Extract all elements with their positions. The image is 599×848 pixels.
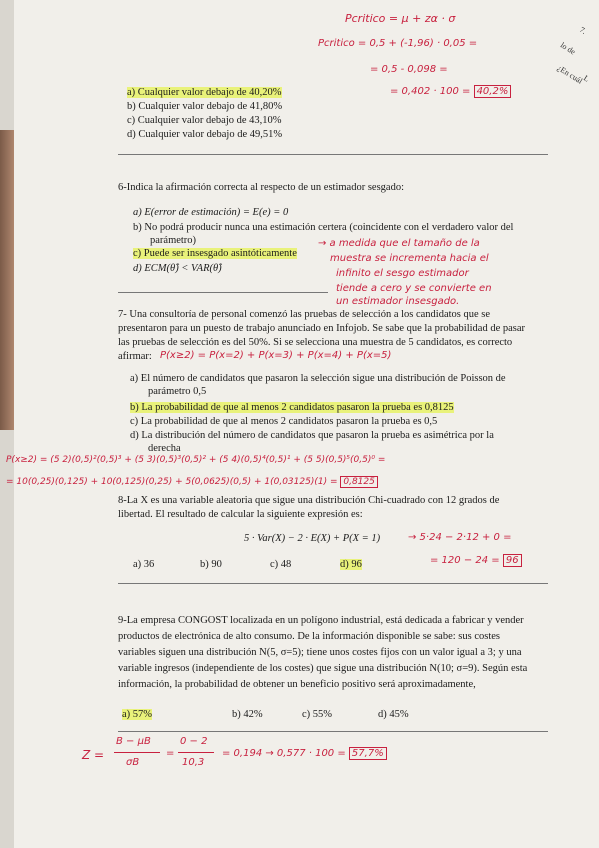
q6-note-2: muestra se incrementa hacia el bbox=[330, 253, 489, 264]
note-critical-line3: = 0,5 - 0,098 = bbox=[370, 64, 448, 75]
note-critical-formula: Pcritico = μ + zα · σ bbox=[345, 12, 456, 25]
q9-text-4: variable ingresos (independiente de los costes) que sigue una distribución N(10; σ=9). Según esta bbox=[118, 663, 528, 674]
q6-option-b: b) No podrá producir nunca una estimación certera (coincidente con el verdadero valor del bbox=[133, 222, 514, 233]
q7-text-3: las pruebas de selección es del 50%. Si se selecciona una muestra de 5 candidatos, es correcto bbox=[118, 337, 513, 348]
q7-note-expansion: P(x≥2) = (5 2)(0,5)²(0,5)³ + (5 3)(0,5)³(0,5)² + (5 4)(0,5)⁴(0,5)¹ + (5 5)(0,5)⁵(0,5)⁰ = bbox=[6, 455, 386, 465]
q9-text-3: variables siguen una distribución N(5, σ=5); tiene unos costes fijos con un valor igual a 3; y una bbox=[118, 647, 522, 658]
q6-note-4: tiende a cero y se convierte en bbox=[336, 283, 492, 294]
q7-option-a-cont: parámetro 0,5 bbox=[148, 386, 207, 397]
side-text-b: lo de bbox=[558, 40, 577, 57]
q6-option-a: a) E(error de estimación) = E(e) = 0 bbox=[133, 207, 289, 218]
fraction-bar bbox=[114, 752, 160, 753]
q7-option-d: d) La distribución del número de candidatos que pasaron la prueba es asimétrica por la bbox=[130, 430, 494, 441]
q9-option-a: a) 57% bbox=[122, 709, 153, 720]
q9-note-z: Z = bbox=[82, 748, 105, 762]
q7-option-d-cont: derecha bbox=[148, 443, 181, 454]
q9-note-result: = 0,194 → 0,577 · 100 = 57,7% bbox=[222, 748, 387, 759]
q8-option-b: b) 90 bbox=[200, 559, 222, 570]
q9-note-eq: = bbox=[166, 748, 175, 759]
q8-note-2: = 120 − 24 = 96 bbox=[430, 555, 522, 566]
q6-note-1: → a medida que el tamaño de la bbox=[318, 238, 480, 249]
divider bbox=[118, 583, 548, 584]
q7-text-4: afirmar: bbox=[118, 351, 152, 362]
divider bbox=[118, 292, 328, 293]
fraction-bar bbox=[178, 752, 214, 753]
side-text-c: L bbox=[581, 73, 591, 84]
q7-option-a: a) El número de candidatos que pasaron la selección sigue una distribución de Poisson de bbox=[130, 373, 506, 384]
q9-option-b: b) 42% bbox=[232, 709, 263, 720]
q6-option-c: c) Puede ser insesgado asintóticamente bbox=[133, 248, 297, 259]
q9-note-num1: B − μB bbox=[116, 736, 151, 747]
note-critical-line4: = 0,402 · 100 = 40,2% bbox=[390, 86, 511, 97]
note-critical-answer: 40,2% bbox=[474, 85, 512, 98]
divider bbox=[118, 731, 548, 732]
q7-text-1: 7- Una consultoría de personal comenzó las pruebas de selección a los candidatos que se bbox=[118, 309, 491, 320]
q8-option-d: d) 96 bbox=[340, 559, 362, 570]
q9-text-5: información, la probabilidad de obtener un beneficio positivo será aproximadamente, bbox=[118, 679, 476, 690]
q5-option-b: b) Cualquier valor debajo de 41,80% bbox=[127, 101, 283, 112]
q8-option-a: a) 36 bbox=[133, 559, 155, 570]
q7-option-c: c) La probabilidad de que al menos 2 candidatos pasaron la prueba es 0,5 bbox=[130, 416, 438, 427]
q9-text-2: productos de electrónica de alto consumo. De la información disponible se sabe: sus costes bbox=[118, 631, 500, 642]
q7-text-2: presentaron para un puesto de trabajo anunciado en Infojob. Se sabe que la probabilidad de pasar bbox=[118, 323, 526, 334]
q9-option-c: c) 55% bbox=[302, 709, 333, 720]
q8-note-answer: 96 bbox=[503, 554, 522, 567]
q5-option-d: d) Cualquier valor debajo de 49,51% bbox=[127, 129, 283, 140]
q6-option-b-cont: parámetro) bbox=[150, 235, 197, 246]
q8-text-2: libertad. El resultado de calcular la siguiente expresión es: bbox=[118, 509, 363, 520]
q6-note-3: infinito el sesgo estimador bbox=[336, 268, 469, 279]
q8-text-1: 8-La X es una variable aleatoria que sigue una distribución Chi-cuadrado con 12 grados de bbox=[118, 495, 500, 506]
q7-note-answer: 0,8125 bbox=[340, 476, 378, 488]
q9-option-d: d) 45% bbox=[378, 709, 409, 720]
q9-text-1: 9-La empresa CONGOST localizada en un polígono industrial, está dedicada a fabricar y vender bbox=[118, 615, 524, 626]
q9-note-answer: 57,7% bbox=[349, 747, 387, 760]
q7-option-b: b) La probabilidad de que al menos 2 candidatos pasaron la prueba es 0,8125 bbox=[130, 402, 454, 413]
q7-note-formula: P(x≥2) = P(x=2) + P(x=3) + P(x=4) + P(x=5) bbox=[160, 350, 392, 361]
q5-option-c: c) Cualquier valor debajo de 43,10% bbox=[127, 115, 282, 126]
note-critical-line2: Pcritico = 0,5 + (-1,96) · 0,05 = bbox=[318, 38, 478, 49]
q8-option-c: c) 48 bbox=[270, 559, 292, 570]
q9-note-den1: σB bbox=[126, 757, 140, 768]
q9-note-den2: 10,3 bbox=[182, 757, 205, 768]
side-text-d: ¿En cuál bbox=[555, 63, 585, 86]
q7-note-sum: = 10(0,25)(0,125) + 10(0,125)(0,25) + 5(0,0625)(0,5) + 1(0,03125)(1) = 0,8125 bbox=[6, 477, 378, 487]
q9-note-num2: 0 − 2 bbox=[180, 736, 208, 747]
q6-option-d: d) ECM(θ̂) < VAR(θ̂) bbox=[133, 263, 222, 274]
q6-note-5: un estimador insesgado. bbox=[336, 296, 460, 307]
q8-note-1: → 5·24 − 2·12 + 0 = bbox=[408, 532, 512, 543]
divider bbox=[118, 154, 548, 155]
q8-expression: 5 · Var(X) − 2 · E(X) + P(X = 1) bbox=[244, 533, 381, 544]
q5-option-a: a) Cualquier valor debajo de 40,20% bbox=[127, 87, 282, 98]
side-text-a: 7. bbox=[578, 25, 588, 36]
q6-question: 6-Indica la afirmación correcta al respecto de un estimador sesgado: bbox=[118, 182, 404, 193]
